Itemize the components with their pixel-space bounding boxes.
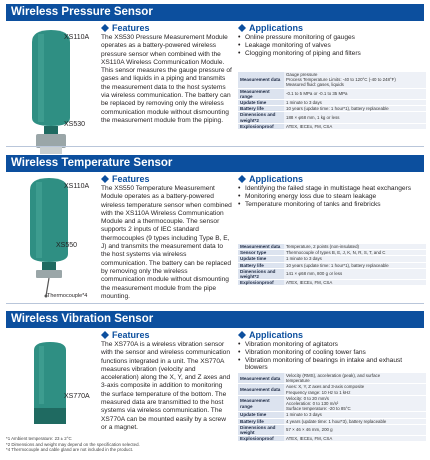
list-item: • Monitoring energy loss due to steam leakage	[238, 193, 426, 201]
footnote: *4 Thermocouple and cable gland are not included in the product.	[6, 447, 134, 453]
applications-list-temperature	[238, 185, 426, 208]
features-heading-pressure: Features	[101, 23, 150, 33]
list-item: • Online pressure monitoring of gauges	[238, 34, 426, 42]
table-row: Battery life 4 years (update time: 1 hour*3), battery replaceable	[238, 418, 426, 424]
applications-heading-temperature: Applications	[238, 174, 303, 184]
model-label-xs550: XS550	[56, 242, 78, 249]
table-row: Dimensions and weight*2 188 × φ68 mm, 1 kg or less	[238, 112, 426, 123]
diamond-bullet-icon	[238, 175, 246, 183]
table-row: Measurement data Velocity (RMS), acceleration (peak), and surface temperature	[238, 373, 426, 384]
section-divider	[6, 303, 424, 304]
table-row: Measurement range Velocity: 0 to 20 mm/s Acceleration: 0 to 130 m/s² Surface temperature: -20 to 85°C	[238, 395, 426, 412]
applications-heading-vibration: Applications	[238, 330, 303, 340]
table-row: Dimensions and weight*2 141 × φ68 mm, 800 g or less	[238, 268, 426, 279]
section-divider	[6, 146, 424, 147]
diamond-bullet-icon	[238, 331, 246, 339]
table-row: Update time 1 minute to 3 days	[238, 100, 426, 106]
list-item: • Vibration monitoring of bearings in intake and exhaust blowers	[238, 357, 426, 373]
applications-list-pressure	[238, 34, 426, 57]
table-row: Explosionproof ATEX, IECEx, FM, CSA	[238, 123, 426, 129]
model-label-xs530: XS530	[64, 121, 86, 128]
section-title-pressure: Wireless Pressure Sensor	[6, 4, 424, 21]
table-row: Measurement data Axes: X, Y, Z axes and 3-axis composite Frequency range: 10 Hz to 1 kHz	[238, 384, 426, 395]
diamond-bullet-icon	[101, 175, 109, 183]
spec-table-temperature	[238, 244, 426, 286]
footnote: *1 Ambient temperature: 23 ± 2°C	[6, 436, 72, 441]
applications-heading-pressure: Applications	[238, 23, 303, 33]
list-item: • Clogging monitoring of piping and filters	[238, 50, 426, 58]
section-title-vibration: Wireless Vibration Sensor	[6, 311, 424, 328]
footnotes	[6, 436, 140, 453]
list-item: • Temperature monitoring of tanks and firebricks	[238, 201, 426, 209]
model-label-xs110a: XS110A	[64, 183, 90, 190]
spec-table-vibration	[238, 373, 426, 442]
table-row: Measurement data Gauge pressure Process Temperature Limits: -40 to 120°C (-40 to 248°F) Measured fluid: gases, liquids	[238, 72, 426, 88]
table-row: Update time 1 minute to 3 days	[238, 412, 426, 418]
temperature-sensor-device-icon	[24, 176, 74, 303]
features-heading-vibration: Features	[101, 330, 150, 340]
features-text-vibration: The XS770A is a wireless vibration sensor with the sensor and wireless communication functions integrated in a unit. The XS770A measures vibration (velocity and acceleration) along the X, Y, and Z axes and 3-axis composite in addition to monitoring the surface temperature of the bottom. The measured data are transmitted to the host systems via wireless communication. The XS770A can be mounted easily by a screw or a magnet.	[101, 341, 231, 431]
list-item: • Vibration monitoring of cooling tower fans	[238, 349, 426, 357]
thermocouple-caption: Thermocouple*4	[47, 293, 88, 299]
features-heading-temperature: Features	[101, 174, 150, 184]
features-text-temperature: The XS550 Temperature Measurement Module operates as a battery-powered wireless temperature sensor when combined with the XS110A Wireless Communication Module and a thermocouple. The sensor supports 2 inputs of IEC standard thermocouples (9 types including Type B, E, J) and transmits the measurement data to the host systems via wireless communication. The battery can be replaced by removing only the wireless communication module without dismounting the measurement module from the pipe mounting.	[101, 185, 232, 300]
vibration-sensor-device-icon	[30, 340, 70, 431]
footnote: *2 Dimensions and weight may depend on the specification selected.	[6, 441, 140, 447]
table-row: Explosionproof ATEX, IECEx, FM, CSA	[238, 280, 426, 286]
list-item: • Vibration monitoring of agitators	[238, 341, 426, 349]
section-title-temperature: Wireless Temperature Sensor	[6, 155, 424, 172]
table-row: Measurement range -0.1 to 5 MPa or -0.1 to 35 MPa	[238, 88, 426, 99]
table-row: Measurement data Temperature, 2 points (non-insulated)	[238, 244, 426, 250]
pressure-sensor-device-icon	[26, 26, 76, 161]
diamond-bullet-icon	[101, 331, 109, 339]
applications-list-vibration	[238, 341, 426, 372]
table-row: Dimensions and weight 57 × 46 × 46 mm, 200 g	[238, 424, 426, 435]
list-item: • Identifying the failed stage in multistage heat exchangers	[238, 185, 426, 193]
table-row: Sensor type Thermocouple of types B, E, J, K, N, R, S, T, and C	[238, 250, 426, 256]
diamond-bullet-icon	[101, 24, 109, 32]
table-row: Update time 1 minute to 3 days	[238, 256, 426, 262]
model-label-xs770a: XS770A	[64, 393, 90, 400]
spec-table-pressure	[238, 72, 426, 130]
list-item: • Leakage monitoring of valves	[238, 42, 426, 50]
diamond-bullet-icon	[238, 24, 246, 32]
features-text-pressure: The XS530 Pressure Measurement Module operates as a battery-powered wireless pressure sensor when combined with the XS110A Wireless Communication Module. This sensor measures the gauge pressure of gases and liquids in a piping and transmits the measurement data to the host systems via wireless communication. The battery can be replaced by removing only the wireless communication module without dismounting the measurement module from the piping.	[101, 34, 232, 124]
table-row: Explosionproof ATEX, IECEx, FM, CSA	[238, 436, 426, 442]
table-row: Battery life 10 years (update time: 1 hour*1), battery replaceable	[238, 106, 426, 112]
table-row: Battery life 10 years (update time: 1 hour*1), battery replaceable	[238, 262, 426, 268]
model-label-xs110a: XS110A	[64, 34, 90, 41]
